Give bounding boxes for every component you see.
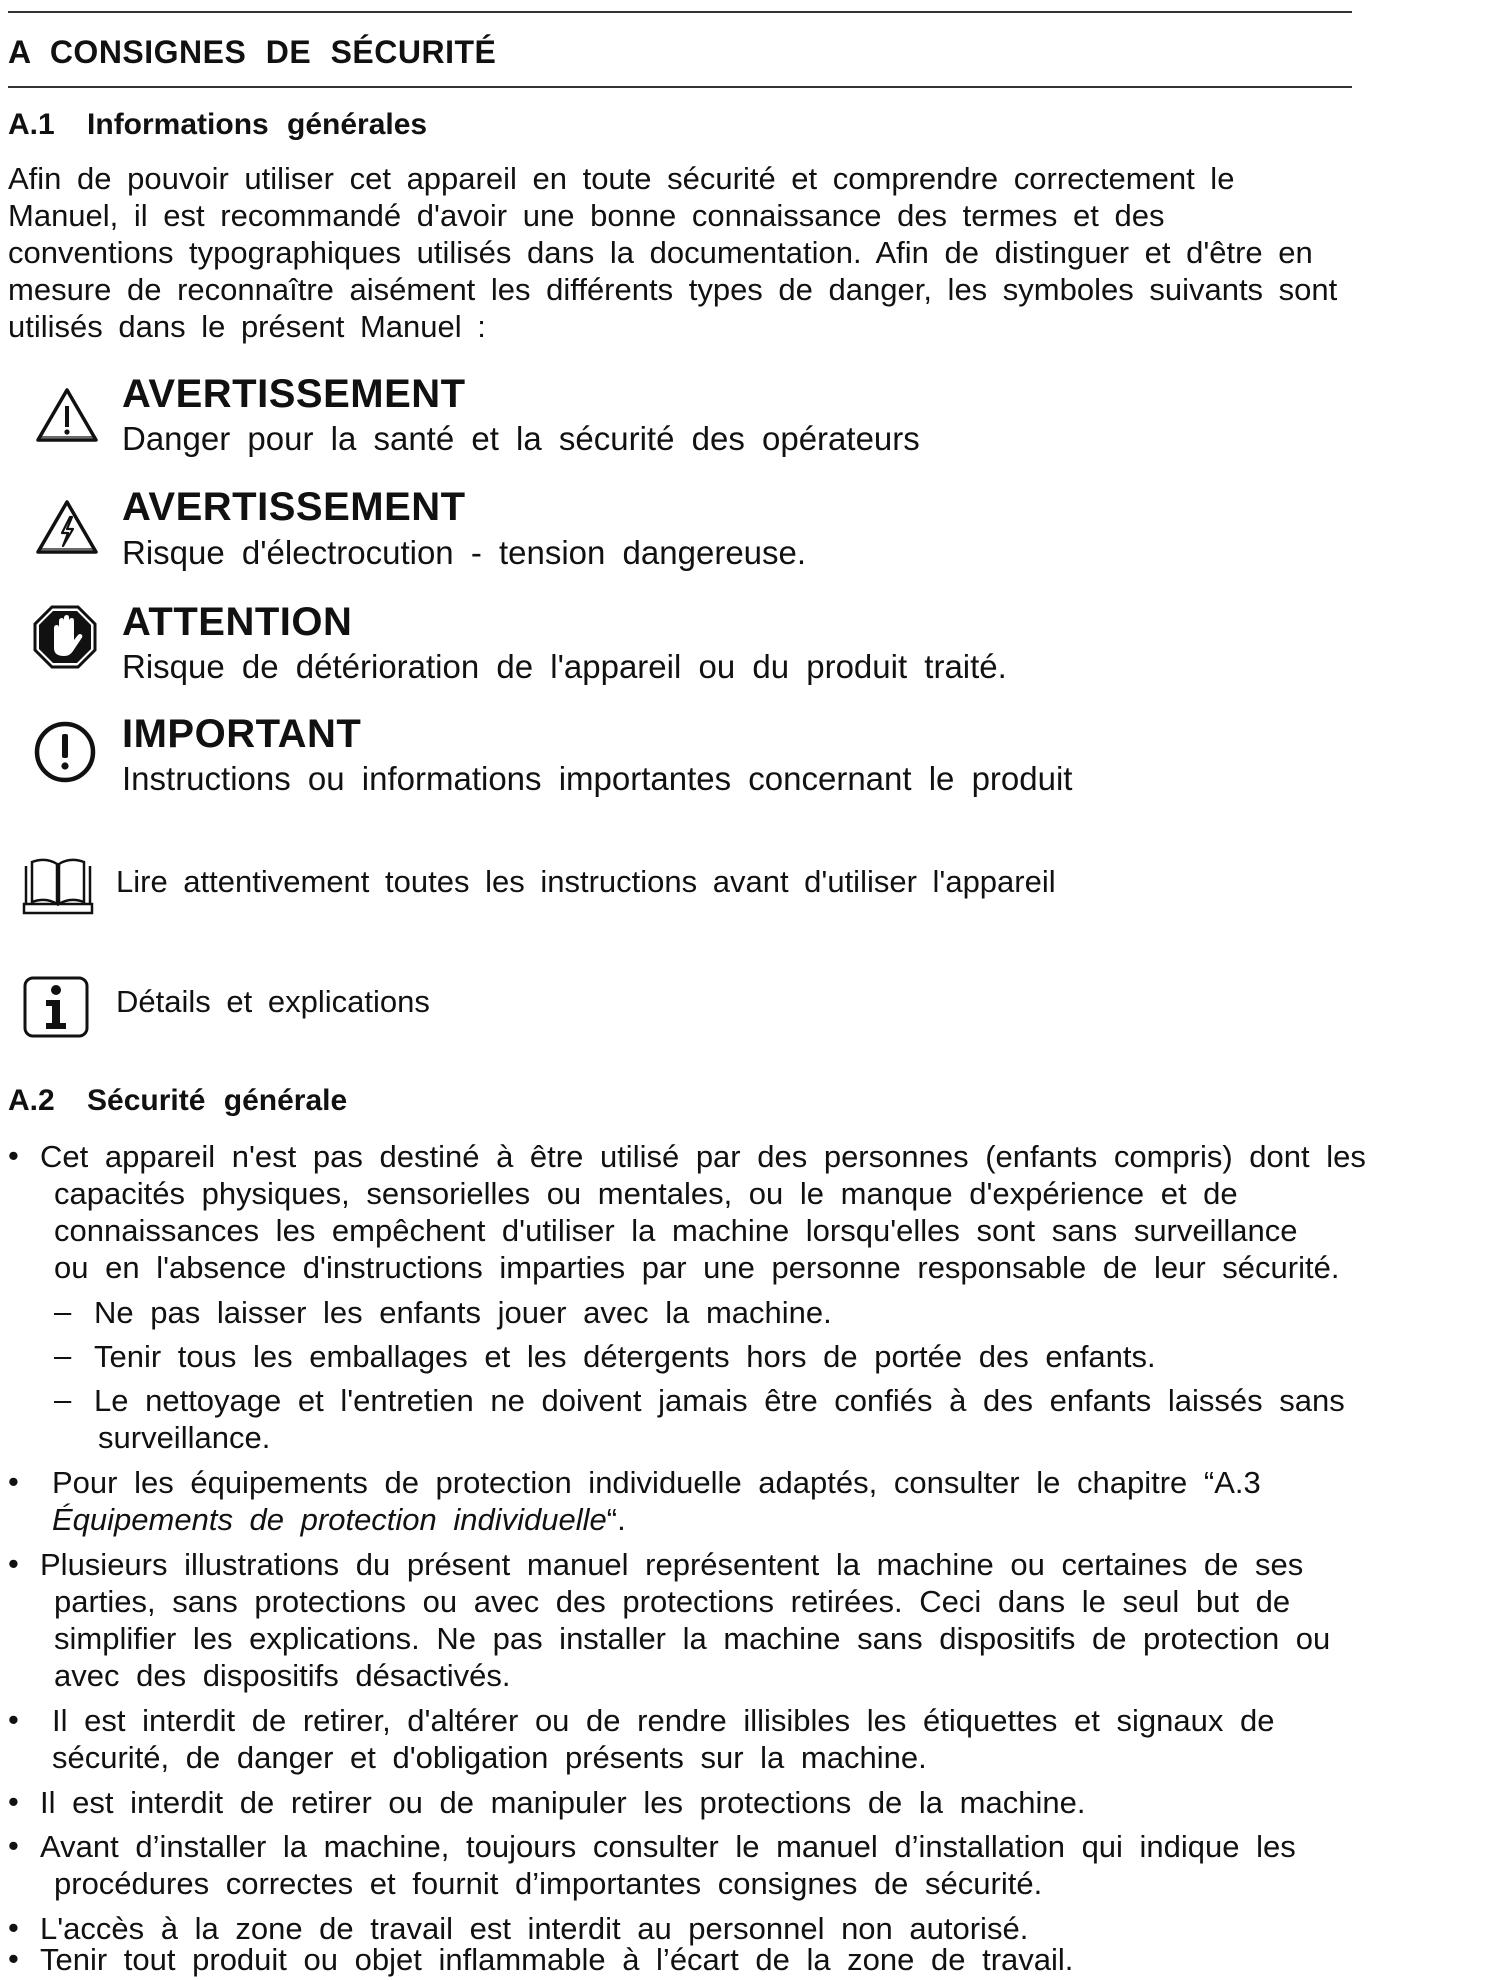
list-item [40,1546,1330,1694]
list-line: Avant d’installer la machine, toujours consulter le manuel d’installation qui indique les [40,1829,1296,1864]
notice-title: AVERTISSEMENT [122,372,466,416]
list-line: surveillance. [98,1420,271,1455]
sub-list-item: Tenir tous les emballages et les détergents hors de portée des enfants. [94,1339,1156,1374]
list-item: L'accès à la zone de travail est interdit au personnel non autorisé. [40,1911,1029,1946]
list-item [52,1702,1274,1776]
list-item [52,1464,1261,1538]
list-line: avec des dispositifs désactivés. [54,1658,511,1693]
list-line: Il est interdit de retirer, d'altérer ou de rendre illisibles les étiquettes et signaux de [52,1703,1275,1738]
list-item [40,1138,1366,1286]
warning-triangle-icon [34,386,100,444]
bullet-marker: • [8,1138,19,1173]
bullet-marker: • [8,1784,19,1819]
chapter-title: A CONSIGNES DE SÉCURITÉ [8,34,497,70]
paragraph-line: conventions typographiques utilisés dans la documentation. Afin de distinguer et d'être en [8,235,1313,270]
section-title: Informations générales [87,108,428,141]
notice-description: Risque d'électrocution - tension dangereuse. [122,534,807,571]
notice-title: ATTENTION [122,600,353,644]
bullet-marker: • [8,1546,19,1581]
section-number: A.1 [8,108,55,141]
info-icon [22,975,90,1039]
intro-paragraph [8,160,1337,345]
list-line: Cet appareil n'est pas destiné à être utilisé par des personnes (enfants compris) dont les [40,1139,1366,1174]
notice-description: Instructions ou informations importantes concernant le produit [122,760,1073,797]
list-line: capacités physiques, sensorielles ou mentales, ou le manque d'expérience et de [54,1176,1238,1211]
section-title: Sécurité générale [87,1084,348,1117]
list-line [52,1501,1261,1538]
paragraph-line: Manuel, il est recommandé d'avoir une bonne connaissance des termes et des [8,198,1165,233]
list-item: Il est interdit de retirer ou de manipuler les protections de la machine. [40,1785,1086,1820]
sub-list-item [94,1382,1345,1456]
dash-marker: – [54,1294,72,1329]
section-number: A.2 [8,1084,55,1117]
list-item: Tenir tout produit ou objet inflammable à l’écart de la zone de travail. [40,1942,1074,1977]
bullet-marker: • [8,1941,19,1976]
stop-hand-icon [32,604,98,670]
paragraph-line: utilisés dans le présent Manuel : [8,309,486,344]
bullet-marker: • [8,1464,19,1499]
list-item [40,1828,1296,1902]
bullet-marker: • [8,1910,19,1945]
dash-marker: – [54,1338,72,1373]
bullet-marker: • [8,1702,19,1737]
quote-close: “. [606,1502,626,1537]
notice-title: IMPORTANT [122,712,362,756]
heading-rule [8,86,1352,88]
top-rule [8,11,1352,13]
list-line: simplifier les explications. Ne pas installer la machine sans dispositifs de protection ou [54,1621,1331,1656]
dash-marker: – [54,1382,72,1417]
notice-description: Danger pour la santé et la sécurité des opérateurs [122,420,920,457]
paragraph-line: mesure de reconnaître aisément les différents types de danger, les symboles suivants sont [8,272,1338,307]
paragraph-line: Afin de pouvoir utiliser cet appareil en toute sécurité et comprendre correctement le [8,161,1235,196]
list-line: Plusieurs illustrations du présent manuel représentent la machine ou certaines de ses [40,1547,1304,1582]
sub-list-item: Ne pas laisser les enfants jouer avec la machine. [94,1295,832,1330]
details-text: Détails et explications [116,984,430,1019]
list-line: procédures correctes et fournit d’importantes consignes de sécurité. [54,1866,1043,1901]
section-heading-a2 [8,1084,347,1118]
exclamation-circle-icon [32,719,98,785]
list-line: Le nettoyage et l'entretien ne doivent jamais être confiés à des enfants laissés sans [94,1383,1345,1418]
list-line: connaissances les empêchent d'utiliser la machine lorsqu'elles sont sans surveillance [54,1213,1298,1248]
open-book-icon [22,856,94,916]
electric-hazard-icon [34,498,100,556]
list-line: Pour les équipements de protection individuelle adaptés, consulter le chapitre “A.3 [52,1465,1261,1500]
section-heading-a1 [8,108,427,142]
bullet-marker: • [8,1828,19,1863]
chapter-reference: Équipements de protection individuelle [52,1502,607,1537]
notice-description: Risque de détérioration de l'appareil ou du produit traité. [122,648,1007,685]
read-manual-text: Lire attentivement toutes les instructions avant d'utiliser l'appareil [116,864,1056,899]
list-line: ou en l'absence d'instructions imparties par une personne responsable de leur sécurité. [54,1250,1340,1285]
list-line: parties, sans protections ou avec des protections retirées. Ceci dans le seul but de [54,1584,1291,1619]
notice-title: AVERTISSEMENT [122,485,466,529]
list-line: sécurité, de danger et d'obligation présents sur la machine. [52,1740,927,1775]
